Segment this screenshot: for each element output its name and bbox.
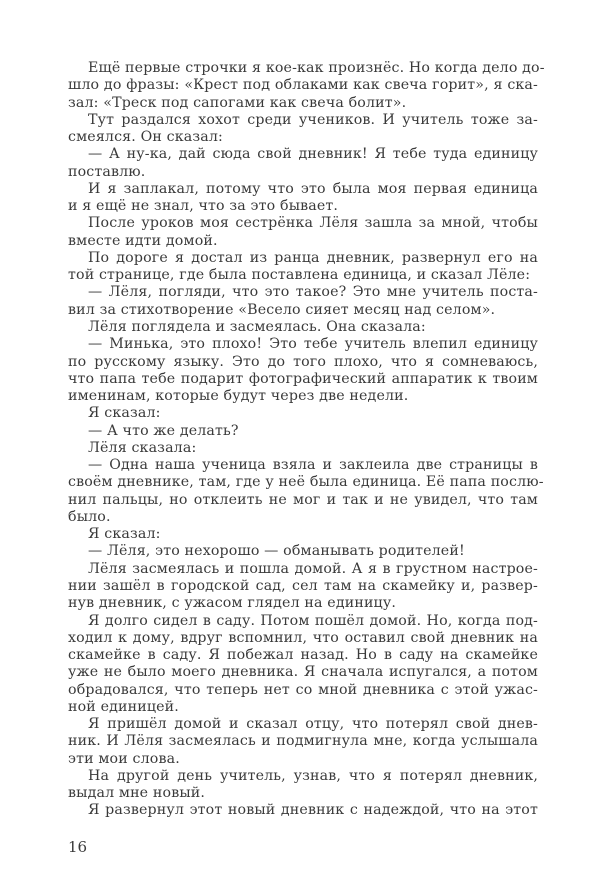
page-number: 16	[68, 838, 88, 856]
text-line: Ещё первые строчки я кое-как произнёс. Но когда дело до-	[88, 60, 545, 76]
paragraph	[68, 284, 538, 319]
text-line: Я сказал:	[88, 405, 161, 422]
text-line: И я заплакал, потому что это была моя первая единица	[88, 180, 538, 197]
text-line: Я сказал:	[88, 526, 161, 543]
text-line: Я долго сидел в саду. Потом пошёл домой. Но, когда под-	[88, 612, 538, 629]
text-line: ник. И Лёля засмеялась и подмигнула мне, когда услышала	[68, 733, 538, 750]
text-line: Лёля засмеялась и пошла домой. А я в грустном настрое-	[88, 560, 538, 577]
paragraph	[68, 423, 538, 440]
text-line: Я развернул этот новый дневник с надеждой, что на этот	[88, 802, 538, 819]
text-line: — А что же делать?	[88, 422, 239, 439]
text-line: Лёля сказала:	[88, 439, 197, 456]
text-line: нув дневник, с ужасом глядел на единицу.	[68, 595, 396, 612]
paragraph	[68, 716, 538, 768]
text-line: — А ну-ка, дай сюда свой дневник! Я тебе туда единицу	[88, 146, 538, 163]
paragraph	[68, 768, 538, 803]
text-line: зал: «Треск под сапогами как свеча болит».	[68, 94, 407, 111]
text-line: эти мои слова.	[68, 750, 180, 767]
text-line: вместе идти домой.	[68, 232, 218, 249]
paragraph	[68, 336, 538, 405]
text-line: После уроков моя сестрёнка Лёля зашла за мной, чтобы	[88, 215, 538, 232]
text-line: нил пальцы, но отклеить не мог и так и не увидел, что там	[68, 491, 538, 508]
paragraph	[68, 60, 545, 112]
paragraph	[68, 319, 538, 336]
text-line: По дороге я достал из ранца дневник, развернул его на	[88, 249, 538, 266]
paragraph	[68, 181, 538, 216]
text-line: той странице, где была поставлена единица, и сказал Лёле:	[68, 267, 531, 284]
paragraph	[68, 457, 544, 526]
text-line: и я ещё не знал, что за это бывает.	[68, 198, 339, 215]
paragraph	[68, 405, 538, 422]
text-line: — Одна наша ученица взяла и заклеила две страницы в	[88, 457, 538, 474]
text-line: своём дневнике, там, где у неё была единица. Её папа послю-	[68, 474, 544, 491]
text-line: по русскому языку. Это до того плохо, что я сомневаюсь,	[68, 353, 538, 370]
paragraph	[68, 802, 538, 819]
text-line: — Минька, это плохо! Это тебе учитель влепил единицу	[88, 336, 538, 353]
text-line: что папа тебе подарит фотографический аппаратик к твоим	[68, 370, 538, 387]
paragraph	[68, 613, 538, 717]
text-line: поставлю.	[68, 163, 146, 180]
text-line: шло до фразы: «Крест под облаками как свеча горит», я ска-	[68, 77, 538, 94]
paragraph	[68, 440, 538, 457]
text-line: Я пришёл домой и сказал отцу, что потерял свой днев-	[88, 716, 538, 733]
text-line: ной единицей.	[68, 698, 179, 715]
paragraph	[68, 112, 538, 147]
text-line: — Лёля, погляди, что это такое? Это мне учитель поста-	[88, 284, 538, 301]
text-line: — Лёля, это нехорошо — обманывать родителей!	[88, 543, 465, 560]
text-line: уже не было моего дневника. Я сначала испугался, а потом	[68, 664, 538, 681]
text-line: вил за стихотворение «Весело сияет месяц над селом».	[68, 301, 496, 318]
text-line: смеялся. Он сказал:	[68, 129, 223, 146]
paragraph	[68, 543, 538, 560]
text-line: именинам, которые будут через две недели.	[68, 388, 409, 405]
text-line: нии зашёл в городской сад, сел там на скамейку и, развер-	[68, 577, 538, 594]
paragraph	[68, 250, 538, 285]
text-line: выдал мне новый.	[68, 785, 206, 802]
body-text	[68, 60, 545, 820]
paragraph	[68, 561, 538, 613]
text-line: ходил к дому, вдруг вспомнил, что оставил свой дневник на	[68, 629, 538, 646]
text-line: На другой день учитель, узнав, что я потерял дневник,	[88, 767, 538, 784]
text-line: скамейке в саду. Я побежал назад. Но в саду на скамейке	[68, 647, 538, 664]
text-line: Тут раздался хохот среди учеников. И учитель тоже за-	[88, 111, 538, 128]
text-line: обрадовался, что теперь нет со мной дневника с этой ужас-	[68, 681, 538, 698]
paragraph	[68, 526, 538, 543]
text-line: Лёля поглядела и засмеялась. Она сказала:	[88, 318, 426, 335]
text-line: было.	[68, 508, 111, 525]
paragraph	[68, 146, 538, 181]
paragraph	[68, 215, 538, 250]
